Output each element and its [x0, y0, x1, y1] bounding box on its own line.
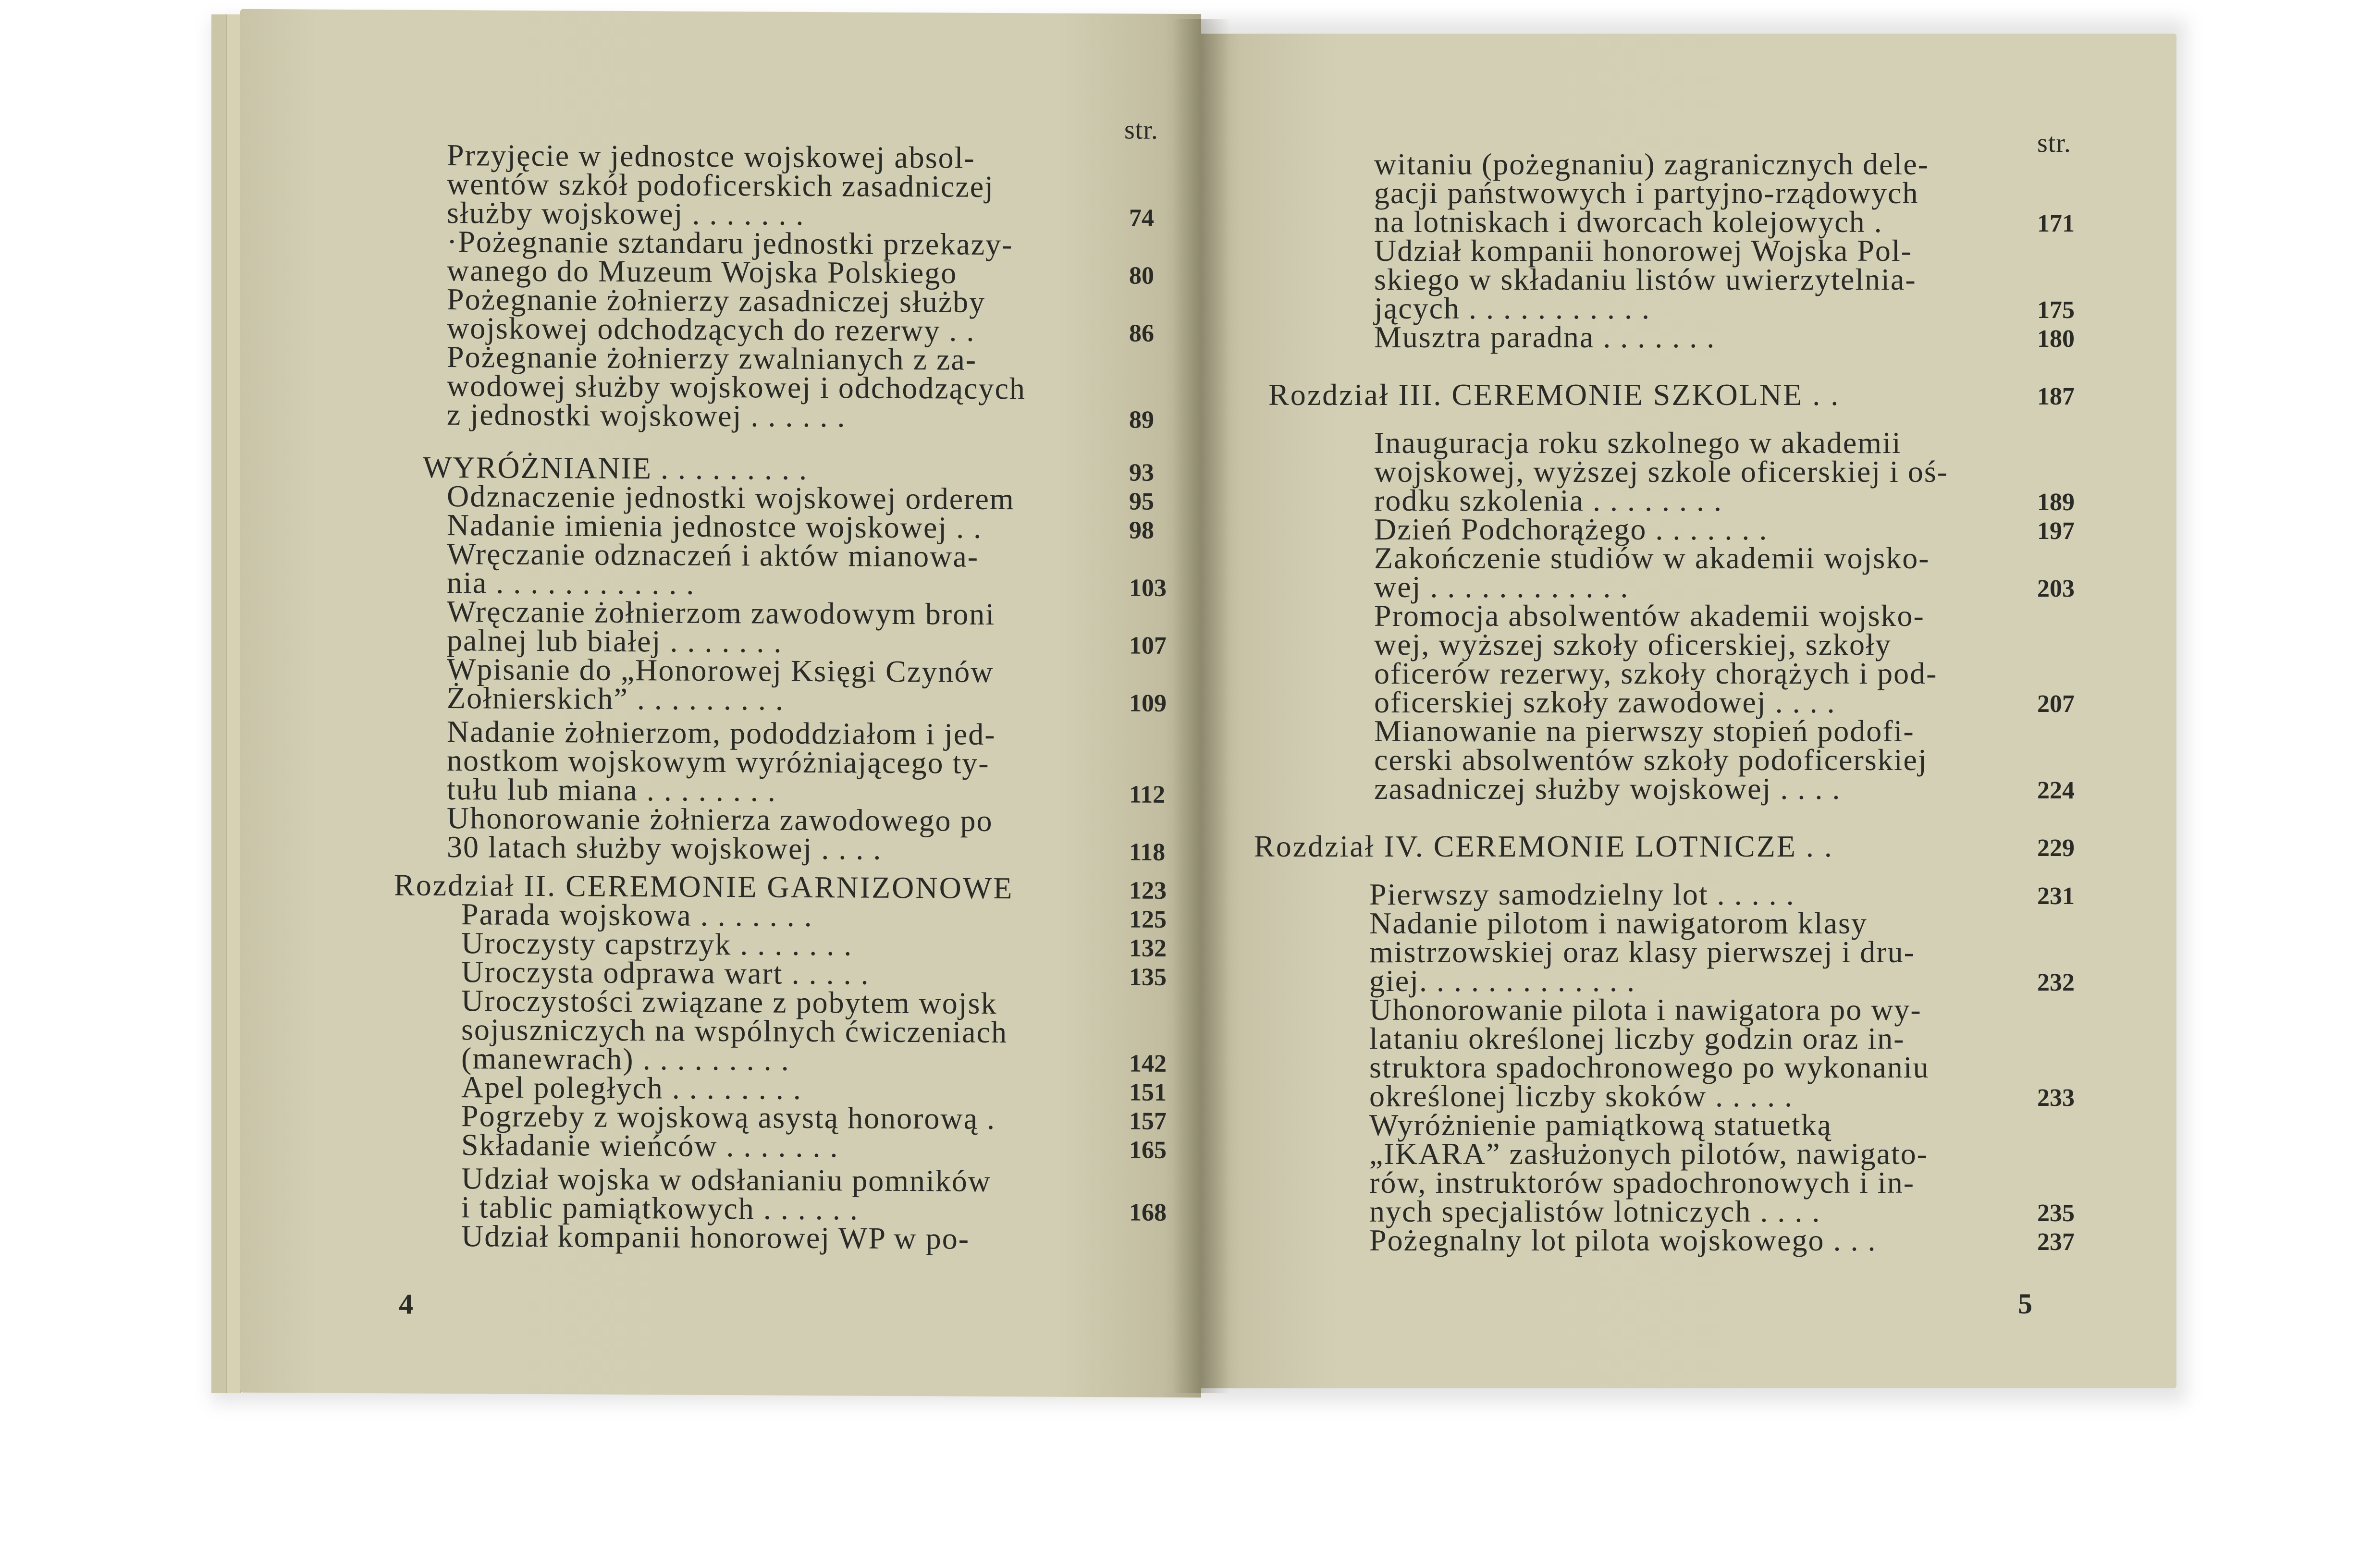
toc-page-number: 235 [2037, 1200, 2075, 1227]
toc-entry: Promocja absolwentów akademii wojsko- [1374, 599, 1925, 633]
toc-page-number: 189 [2037, 489, 2075, 516]
toc-entry: struktora spadochronowego po wykonaniu [1369, 1050, 1930, 1084]
toc-page-number: 132 [1129, 934, 1167, 962]
toc-entry: Przyjęcie w jednostce wojskowej absol- [447, 138, 975, 175]
toc-page-number: 98 [1129, 516, 1154, 544]
toc-page-number: 180 [2037, 325, 2075, 353]
toc-entry: Pierwszy samodzielny lot . . . . . [1369, 877, 1795, 911]
toc-page-number: 232 [2037, 969, 2075, 996]
toc-page-number: 168 [1129, 1199, 1167, 1226]
toc-entry: z jednostki wojskowej . . . . . . [447, 397, 846, 434]
right-page [1201, 34, 2176, 1388]
toc-page-number: 197 [2037, 517, 2075, 545]
toc-page-number: 107 [1129, 632, 1167, 660]
toc-page-number: 112 [1129, 781, 1166, 808]
toc-entry: (manewrach) . . . . . . . . . [461, 1041, 790, 1077]
toc-entry: Uroczystości związane z pobytem wojsk [461, 983, 997, 1021]
toc-page-number: 157 [1129, 1107, 1167, 1135]
toc-entry: mistrzowskiej oraz klasy pierwszej i dru- [1369, 935, 1915, 969]
toc-entry: Nadanie imienia jednostce wojskowej . . [447, 508, 983, 545]
toc-entry: Pogrzeby z wojskową asystą honorową . [461, 1099, 996, 1136]
toc-entry: wojskowej odchodzących do rezerwy . . [447, 311, 975, 348]
str-label: str. [2037, 128, 2071, 158]
toc-entry: oficerów rezerwy, szkoły chorążych i pod- [1374, 656, 1938, 690]
toc-page-number: 165 [1129, 1136, 1167, 1164]
toc-entry: służby wojskowej . . . . . . . [447, 196, 805, 232]
toc-entry: i tablic pamiątkowych . . . . . . [461, 1190, 859, 1226]
toc-page-number: 93 [1129, 459, 1154, 487]
book-gutter [1172, 19, 1230, 1393]
toc-entry: wojskowej, wyższej szkole oficerskiej i oś- [1374, 454, 1949, 489]
toc-entry: skiego w składaniu listów uwierzytelnia- [1374, 262, 1917, 296]
toc-page-number: 237 [2037, 1228, 2075, 1256]
toc-entry: Apel poległych . . . . . . . . [461, 1070, 802, 1106]
toc-entry: ·Pożegnanie sztandaru jednostki przekazy- [447, 224, 1013, 262]
toc-entry: Uhonorowanie żołnierza zawodowego po [447, 801, 993, 838]
page-edge [226, 14, 241, 1393]
toc-entry: oficerskiej szkoły zawodowej . . . . [1374, 685, 1836, 719]
toc-entry: zasadniczej służby wojskowej . . . . [1374, 772, 1841, 806]
toc-entry: WYRÓŻNIANIE . . . . . . . . . [423, 450, 808, 486]
toc-page-number: 86 [1129, 319, 1154, 347]
page-edge [211, 14, 227, 1393]
toc-entry: Uroczysty capstrzyk . . . . . . . [461, 926, 853, 962]
toc-entry: Żołnierskich” . . . . . . . . . [447, 681, 784, 717]
toc-entry: wentów szkół podoficerskich zasadniczej [447, 167, 994, 204]
toc-page-number: 118 [1129, 838, 1166, 866]
toc-entry: wanego do Muzeum Wojska Polskiego [447, 253, 958, 290]
toc-entry: Udział kompanii honorowej WP w po- [461, 1219, 970, 1256]
toc-entry: rodku szkolenia . . . . . . . . [1374, 483, 1722, 517]
toc-page-number: 142 [1129, 1050, 1167, 1078]
toc-entry: nych specjalistów lotniczych . . . . [1369, 1194, 1821, 1228]
toc-entry: wodowej służby wojskowej i odchodzących [447, 368, 1026, 406]
toc-entry: nia . . . . . . . . . . . . [447, 565, 695, 601]
toc-entry: Pożegnalny lot pilota wojskowego . . . [1369, 1223, 1877, 1257]
toc-entry: Dzień Podchorążego . . . . . . . [1374, 512, 1768, 546]
toc-page-number: 175 [2037, 296, 2075, 324]
toc-entry: witaniu (pożegnaniu) zagranicznych dele- [1374, 147, 1930, 181]
toc-entry: Pożegnanie żołnierzy zwalnianych z za- [447, 340, 977, 377]
toc-page-number: 80 [1129, 262, 1154, 290]
toc-entry: Mianowanie na pierwszy stopień podofi- [1374, 714, 1915, 748]
toc-page-number: 89 [1129, 406, 1154, 434]
toc-entry: gacji państwowych i partyjno-rządowych [1374, 176, 1919, 210]
toc-entry: na lotniskach i dworcach kolejowych . [1374, 205, 1883, 239]
toc-entry: 30 latach służby wojskowej . . . . [447, 830, 882, 866]
toc-entry: Rozdział IV. CEREMONIE LOTNICZE . . [1254, 829, 1833, 863]
toc-entry: Inauguracja roku szkolnego w akademii [1374, 426, 1902, 460]
toc-entry: Odznaczenie jednostki wojskowej orderem [447, 479, 1015, 516]
toc-entry: Uroczysta odprawa wart . . . . . [461, 955, 870, 991]
toc-page-number: 224 [2037, 777, 2075, 804]
toc-page-number: 123 [1129, 877, 1167, 905]
toc-page-number: 171 [2037, 210, 2075, 237]
toc-entry: Musztra paradna . . . . . . . [1374, 320, 1716, 354]
toc-page-number: 95 [1129, 488, 1154, 515]
toc-entry: lataniu określonej liczby godzin oraz in- [1369, 1021, 1905, 1055]
toc-entry: wej, wyższej szkoły oficerskiej, szkoły [1374, 627, 1892, 662]
toc-entry: Zakończenie studiów w akademii wojsko- [1374, 541, 1930, 575]
toc-page-number: 135 [1129, 963, 1167, 991]
toc-entry: Udział wojska w odsłanianiu pomników [461, 1161, 991, 1198]
toc-entry: Pożegnanie żołnierzy zasadniczej służby [447, 282, 986, 319]
toc-entry: rów, instruktorów spadochronowych i in- [1369, 1165, 1915, 1200]
toc-entry: Wręczanie żołnierzom zawodowym broni [447, 594, 995, 631]
toc-entry: Wpisanie do „Honorowej Księgi Czynów [447, 652, 994, 689]
toc-entry: Nadanie pilotom i nawigatorom klasy [1369, 906, 1868, 940]
toc-entry: Nadanie żołnierzom, pododdziałom i jed- [447, 714, 996, 751]
str-label: str. [1124, 115, 1158, 145]
toc-entry: jących . . . . . . . . . . . [1374, 291, 1650, 325]
toc-entry: Wyróżnienie pamiątkową statuetką [1369, 1108, 1832, 1142]
toc-entry: palnej lub białej . . . . . . . [447, 623, 783, 659]
toc-entry: Rozdział III. CEREMONIE SZKOLNE . . [1268, 378, 1840, 412]
page-folio: 4 [399, 1288, 413, 1320]
toc-page-number: 109 [1129, 689, 1167, 717]
toc-page-number: 125 [1129, 906, 1167, 933]
toc-entry: giej. . . . . . . . . . . . . [1369, 964, 1635, 998]
toc-entry: Składanie wieńców . . . . . . . [461, 1127, 839, 1164]
toc-page-number: 103 [1129, 574, 1167, 602]
toc-entry: Wręczanie odznaczeń i aktów mianowa- [447, 537, 979, 574]
toc-page-number: 233 [2037, 1084, 2075, 1112]
toc-page-number: 231 [2037, 882, 2075, 910]
toc-entry: nostkom wojskowym wyróżniającego ty- [447, 743, 990, 780]
left-page [240, 9, 1201, 1397]
toc-entry: wej . . . . . . . . . . . . [1374, 570, 1629, 604]
toc-entry: określonej liczby skoków . . . . . [1369, 1079, 1794, 1113]
page-folio: 5 [2018, 1288, 2032, 1320]
toc-entry: tułu lub miana . . . . . . . . [447, 772, 776, 808]
toc-entry: sojuszniczych na wspólnych ćwiczeniach [461, 1012, 1008, 1050]
toc-page-number: 151 [1129, 1078, 1167, 1106]
toc-page-number: 74 [1129, 204, 1154, 232]
toc-page-number: 207 [2037, 690, 2075, 718]
toc-entry: cerski absolwentów szkoły podoficerskiej [1374, 743, 1928, 777]
toc-entry: Rozdział II. CEREMONIE GARNIZONOWE [394, 868, 1014, 906]
toc-entry: „IKARA” zasłużonych pilotów, nawigato- [1369, 1137, 1929, 1171]
toc-page-number: 229 [2037, 834, 2075, 862]
toc-entry: Uhonorowanie pilota i nawigatora po wy- [1369, 992, 1922, 1027]
toc-page-number: 203 [2037, 575, 2075, 602]
toc-page-number: 187 [2037, 383, 2075, 410]
toc-entry: Parada wojskowa . . . . . . . [461, 897, 813, 933]
toc-entry: Udział kompanii honorowej Wojska Pol- [1374, 233, 1912, 268]
